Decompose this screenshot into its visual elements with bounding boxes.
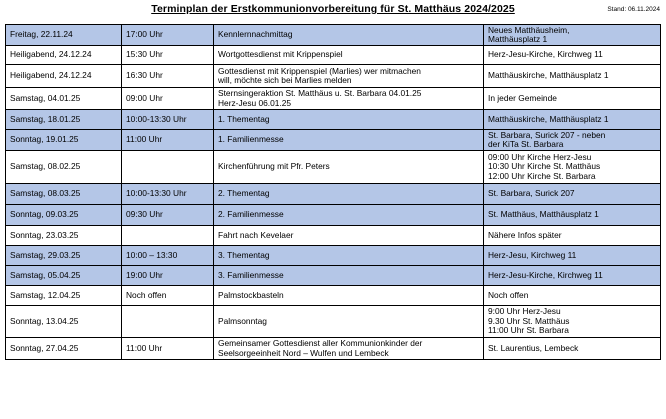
table-row bbox=[6, 110, 661, 130]
cell-time bbox=[122, 266, 214, 286]
cell-event bbox=[214, 65, 484, 88]
cell-time bbox=[122, 25, 214, 46]
cell-location bbox=[484, 338, 661, 360]
cell-event bbox=[214, 306, 484, 338]
cell-date bbox=[6, 338, 122, 360]
date-text: Samstag, 08.02.25 bbox=[10, 161, 81, 172]
cell-location bbox=[484, 130, 661, 151]
cell-time bbox=[122, 130, 214, 151]
location-line: Noch offen bbox=[488, 289, 529, 300]
date-text: Samstag, 04.01.25 bbox=[10, 92, 81, 103]
event-line: 1. Thementag bbox=[218, 113, 270, 124]
event-line: Gottesdienst mit Krippenspiel (Marlies) wer mitmachen bbox=[218, 65, 421, 76]
date-text: Samstag, 29.03.25 bbox=[10, 249, 81, 260]
cell-time bbox=[122, 205, 214, 226]
location-line: Herz-Jesu, Kirchweg 11 bbox=[488, 249, 577, 260]
date-text: Samstag, 18.01.25 bbox=[10, 113, 81, 124]
event-line: 1. Familienmesse bbox=[218, 134, 284, 145]
table-row bbox=[6, 46, 661, 65]
location-line: der KiTa St. Barbara bbox=[488, 139, 564, 149]
event-line: will, möchte sich bei Marlies melden bbox=[218, 75, 352, 85]
time-text: 11:00 Uhr bbox=[126, 134, 163, 145]
location-line: 9.30 Uhr St. Matthäus bbox=[488, 315, 570, 326]
cell-location bbox=[484, 306, 661, 338]
cell-event bbox=[214, 25, 484, 46]
cell-event bbox=[214, 46, 484, 65]
location-line: St. Barbara, Surick 207 - neben bbox=[488, 129, 606, 140]
cell-date bbox=[6, 25, 122, 46]
cell-location bbox=[484, 184, 661, 205]
table-row bbox=[6, 246, 661, 266]
location-line: Nähere Infos später bbox=[488, 229, 562, 240]
event-line: 3. Thementag bbox=[218, 249, 270, 260]
cell-event bbox=[214, 151, 484, 184]
location-line: Neues Matthäusheim, bbox=[488, 24, 570, 35]
cell-event bbox=[214, 110, 484, 130]
date-text: Samstag, 12.04.25 bbox=[10, 289, 81, 300]
cell-location bbox=[484, 226, 661, 246]
table-row bbox=[6, 266, 661, 286]
location-line: 10:30 Uhr Kirche St. Matthäus bbox=[488, 161, 601, 172]
location-line: St. Barbara, Surick 207 bbox=[488, 188, 575, 199]
cell-location bbox=[484, 286, 661, 306]
table-row bbox=[6, 226, 661, 246]
cell-date bbox=[6, 306, 122, 338]
event-line: Herz-Jesu 06.01.25 bbox=[218, 97, 292, 108]
cell-event bbox=[214, 130, 484, 151]
date-text: Samstag, 05.04.25 bbox=[10, 269, 81, 280]
cell-location bbox=[484, 205, 661, 226]
table-row bbox=[6, 88, 661, 110]
time-text: 10:00 – 13:30 bbox=[126, 249, 178, 260]
date-text: Heiligabend, 24.12.24 bbox=[10, 49, 92, 60]
location-line: In jeder Gemeinde bbox=[488, 92, 557, 103]
schedule-table bbox=[5, 24, 661, 360]
time-text: 09:00 Uhr bbox=[126, 92, 163, 103]
cell-date bbox=[6, 130, 122, 151]
location-line: 11:00 Uhr St. Barbara bbox=[488, 325, 569, 336]
cell-time bbox=[122, 65, 214, 88]
time-text: Noch offen bbox=[126, 289, 167, 300]
table-row bbox=[6, 184, 661, 205]
time-text: 19:00 Uhr bbox=[126, 269, 163, 280]
cell-event bbox=[214, 266, 484, 286]
table-row bbox=[6, 306, 661, 338]
cell-time bbox=[122, 338, 214, 360]
location-line: Herz-Jesu-Kirche, Kirchweg 11 bbox=[488, 49, 603, 60]
event-line: Palmstockbasteln bbox=[218, 289, 284, 300]
cell-date bbox=[6, 151, 122, 184]
cell-date bbox=[6, 46, 122, 65]
cell-location bbox=[484, 25, 661, 46]
cell-date bbox=[6, 88, 122, 110]
table-row bbox=[6, 25, 661, 46]
time-text: 15:30 Uhr bbox=[126, 49, 163, 60]
table-row bbox=[6, 205, 661, 226]
cell-location bbox=[484, 266, 661, 286]
cell-time bbox=[122, 184, 214, 205]
cell-event bbox=[214, 88, 484, 110]
location-line: Matthäusplatz 1 bbox=[488, 34, 548, 44]
location-line: Matthäuskirche, Matthäusplatz 1 bbox=[488, 70, 609, 81]
table-row bbox=[6, 65, 661, 88]
time-text: 17:00 Uhr bbox=[126, 29, 163, 40]
cell-location bbox=[484, 151, 661, 184]
cell-event bbox=[214, 338, 484, 360]
time-text: 10:00-13:30 Uhr bbox=[126, 188, 187, 199]
date-text: Samstag, 08.03.25 bbox=[10, 188, 81, 199]
cell-event bbox=[214, 184, 484, 205]
cell-date bbox=[6, 246, 122, 266]
cell-time bbox=[122, 226, 214, 246]
time-text: 10:00-13:30 Uhr bbox=[126, 113, 187, 124]
date-text: Sonntag, 23.03.25 bbox=[10, 229, 79, 240]
cell-time bbox=[122, 88, 214, 110]
location-line: Herz-Jesu-Kirche, Kirchweg 11 bbox=[488, 269, 603, 280]
date-text: Freitag, 22.11.24 bbox=[10, 29, 73, 40]
cell-time bbox=[122, 246, 214, 266]
cell-location bbox=[484, 110, 661, 130]
cell-event bbox=[214, 286, 484, 306]
cell-date bbox=[6, 205, 122, 226]
event-line: Gemeinsamer Gottesdienst aller Kommunionkinder der bbox=[218, 338, 423, 348]
cell-location bbox=[484, 46, 661, 65]
location-line: St. Matthäus, Matthäusplatz 1 bbox=[488, 209, 599, 220]
date-text: Sonntag, 19.01.25 bbox=[10, 134, 79, 145]
cell-date bbox=[6, 286, 122, 306]
event-line: 2. Thementag bbox=[218, 188, 270, 199]
event-line: Sternsingeraktion St. Matthäus u. St. Barbara 04.01.25 bbox=[218, 88, 422, 98]
event-line: Kennlernnachmittag bbox=[218, 29, 293, 40]
time-text: 16:30 Uhr bbox=[126, 70, 163, 81]
event-line: Fahrt nach Kevelaer bbox=[218, 229, 294, 240]
date-text: Heiligabend, 24.12.24 bbox=[10, 70, 92, 81]
time-text: 09:30 Uhr bbox=[126, 209, 163, 220]
cell-time bbox=[122, 46, 214, 65]
table-row bbox=[6, 338, 661, 360]
cell-location bbox=[484, 246, 661, 266]
date-text: Sonntag, 13.04.25 bbox=[10, 315, 79, 326]
event-line: Kirchenführung mit Pfr. Peters bbox=[218, 161, 330, 172]
cell-location bbox=[484, 65, 661, 88]
table-row bbox=[6, 286, 661, 306]
cell-time bbox=[122, 286, 214, 306]
cell-time bbox=[122, 110, 214, 130]
page-title: Terminplan der Erstkommunionvorbereitung für St. Matthäus 2024/2025 bbox=[151, 3, 515, 15]
date-text: Sonntag, 09.03.25 bbox=[10, 209, 79, 220]
date-text: Sonntag, 27.04.25 bbox=[10, 342, 79, 353]
location-line: St. Laurentius, Lembeck bbox=[488, 342, 579, 353]
event-line: 3. Familienmesse bbox=[218, 269, 284, 280]
event-line: Wortgottesdienst mit Krippenspiel bbox=[218, 49, 343, 60]
schedule-body bbox=[6, 25, 661, 360]
location-line: 12:00 Uhr Kirche St. Barbara bbox=[488, 170, 596, 181]
table-row bbox=[6, 151, 661, 184]
cell-event bbox=[214, 205, 484, 226]
cell-date bbox=[6, 110, 122, 130]
cell-location bbox=[484, 88, 661, 110]
event-line: Seelsorgeeinheit Nord – Wulfen und Lembeck bbox=[218, 347, 389, 358]
location-line: 9:00 Uhr Herz-Jesu bbox=[488, 306, 561, 317]
stand-date: Stand: 06.11.2024 bbox=[607, 6, 660, 13]
cell-event bbox=[214, 226, 484, 246]
cell-time bbox=[122, 306, 214, 338]
cell-time bbox=[122, 151, 214, 184]
cell-date bbox=[6, 266, 122, 286]
cell-date bbox=[6, 65, 122, 88]
event-line: 2. Familienmesse bbox=[218, 209, 284, 220]
table-row bbox=[6, 130, 661, 151]
cell-date bbox=[6, 184, 122, 205]
event-line: Palmsonntag bbox=[218, 315, 267, 326]
location-line: Matthäuskirche, Matthäusplatz 1 bbox=[488, 113, 609, 124]
cell-event bbox=[214, 246, 484, 266]
cell-date bbox=[6, 226, 122, 246]
time-text: 11:00 Uhr bbox=[126, 342, 163, 353]
location-line: 09:00 Uhr Kirche Herz-Jesu bbox=[488, 151, 592, 162]
